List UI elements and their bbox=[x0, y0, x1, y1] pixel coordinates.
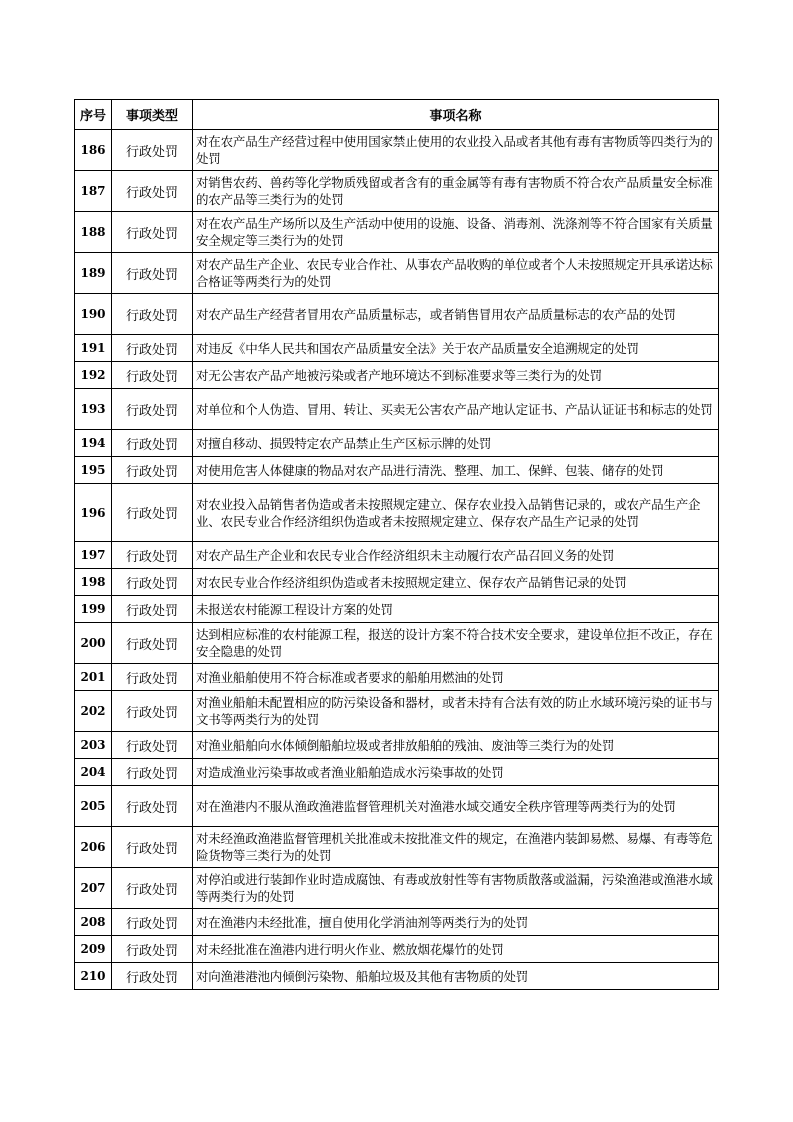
table-row bbox=[75, 389, 719, 430]
row-name: 对销售农药、兽药等化学物质残留或者含有的重金属等有毒有害物质不符合农产品质量安全标准的农产品等三类行为的处罚 bbox=[193, 171, 719, 212]
row-name: 对在农产品生产场所以及生产活动中使用的设施、设备、消毒剂、洗涤剂等不符合国家有关质量安全规定等三类行为的处罚 bbox=[193, 212, 719, 253]
table-row bbox=[75, 430, 719, 457]
row-type: 行政处罚 bbox=[112, 786, 193, 827]
row-name: 对农产品生产企业和农民专业合作经济组织未主动履行农产品召回义务的处罚 bbox=[193, 542, 719, 569]
table-row bbox=[75, 171, 719, 212]
row-no: 200 bbox=[75, 623, 112, 664]
row-type: 行政处罚 bbox=[112, 909, 193, 936]
table-row bbox=[75, 294, 719, 335]
row-name: 对渔业船舶未配置相应的防污染设备和器材，或者未持有合法有效的防止水域环境污染的证书与文书等两类行为的处罚 bbox=[193, 691, 719, 732]
row-name: 对单位和个人伪造、冒用、转让、买卖无公害农产品产地认定证书、产品认证证书和标志的处罚 bbox=[193, 389, 719, 430]
row-type: 行政处罚 bbox=[112, 868, 193, 909]
table-row bbox=[75, 596, 719, 623]
row-type: 行政处罚 bbox=[112, 335, 193, 362]
table-row bbox=[75, 909, 719, 936]
row-type: 行政处罚 bbox=[112, 759, 193, 786]
row-name: 对渔业船舶使用不符合标准或者要求的船舶用燃油的处罚 bbox=[193, 664, 719, 691]
row-no: 194 bbox=[75, 430, 112, 457]
row-no: 195 bbox=[75, 457, 112, 484]
row-name: 对停泊或进行装卸作业时造成腐蚀、有毒或放射性等有害物质散落或溢漏，污染渔港或渔港水域等两类行为的处罚 bbox=[193, 868, 719, 909]
row-type: 行政处罚 bbox=[112, 664, 193, 691]
row-name: 对农民专业合作经济组织伪造或者未按照规定建立、保存农产品销售记录的处罚 bbox=[193, 569, 719, 596]
table-row bbox=[75, 868, 719, 909]
row-type: 行政处罚 bbox=[112, 732, 193, 759]
row-type: 行政处罚 bbox=[112, 457, 193, 484]
row-name: 对造成渔业污染事故或者渔业船舶造成水污染事故的处罚 bbox=[193, 759, 719, 786]
table-body bbox=[75, 130, 719, 990]
row-name: 对渔业船舶向水体倾倒船舶垃圾或者排放船舶的残油、废油等三类行为的处罚 bbox=[193, 732, 719, 759]
row-type: 行政处罚 bbox=[112, 294, 193, 335]
row-no: 202 bbox=[75, 691, 112, 732]
row-type: 行政处罚 bbox=[112, 212, 193, 253]
row-no: 207 bbox=[75, 868, 112, 909]
table-row bbox=[75, 542, 719, 569]
row-no: 208 bbox=[75, 909, 112, 936]
row-type: 行政处罚 bbox=[112, 130, 193, 171]
row-name: 对无公害农产品产地被污染或者产地环境达不到标准要求等三类行为的处罚 bbox=[193, 362, 719, 389]
table-row bbox=[75, 130, 719, 171]
header-no: 序号 bbox=[75, 100, 112, 130]
row-no: 206 bbox=[75, 827, 112, 868]
table-row bbox=[75, 253, 719, 294]
row-no: 186 bbox=[75, 130, 112, 171]
row-no: 210 bbox=[75, 963, 112, 990]
row-type: 行政处罚 bbox=[112, 542, 193, 569]
row-type: 行政处罚 bbox=[112, 389, 193, 430]
row-name: 对使用危害人体健康的物品对农产品进行清洗、整理、加工、保鲜、包装、储存的处罚 bbox=[193, 457, 719, 484]
table-row bbox=[75, 212, 719, 253]
row-type: 行政处罚 bbox=[112, 569, 193, 596]
row-name: 达到相应标准的农村能源工程，报送的设计方案不符合技术安全要求，建设单位拒不改正，存在安全隐患的处罚 bbox=[193, 623, 719, 664]
row-type: 行政处罚 bbox=[112, 963, 193, 990]
row-no: 201 bbox=[75, 664, 112, 691]
row-no: 187 bbox=[75, 171, 112, 212]
row-no: 191 bbox=[75, 335, 112, 362]
row-name: 对在渔港内未经批准，擅自使用化学消油剂等两类行为的处罚 bbox=[193, 909, 719, 936]
row-type: 行政处罚 bbox=[112, 936, 193, 963]
row-type: 行政处罚 bbox=[112, 691, 193, 732]
row-name: 对未经渔政渔港监督管理机关批准或未按批准文件的规定，在渔港内装卸易燃、易爆、有毒等危险货物等三类行为的处罚 bbox=[193, 827, 719, 868]
row-no: 192 bbox=[75, 362, 112, 389]
row-name: 对擅自移动、损毁特定农产品禁止生产区标示牌的处罚 bbox=[193, 430, 719, 457]
row-no: 189 bbox=[75, 253, 112, 294]
table-row bbox=[75, 963, 719, 990]
row-no: 205 bbox=[75, 786, 112, 827]
table-row bbox=[75, 691, 719, 732]
row-no: 188 bbox=[75, 212, 112, 253]
table-row bbox=[75, 457, 719, 484]
table-row bbox=[75, 623, 719, 664]
row-name: 对向渔港港池内倾倒污染物、船舶垃圾及其他有害物质的处罚 bbox=[193, 963, 719, 990]
table-row bbox=[75, 786, 719, 827]
row-name: 对农产品生产经营者冒用农产品质量标志，或者销售冒用农产品质量标志的农产品的处罚 bbox=[193, 294, 719, 335]
row-name: 对在渔港内不服从渔政渔港监督管理机关对渔港水域交通安全秩序管理等两类行为的处罚 bbox=[193, 786, 719, 827]
row-no: 199 bbox=[75, 596, 112, 623]
row-name: 对在农产品生产经营过程中使用国家禁止使用的农业投入品或者其他有毒有害物质等四类行为的处罚 bbox=[193, 130, 719, 171]
table-row bbox=[75, 759, 719, 786]
row-name: 对未经批准在渔港内进行明火作业、燃放烟花爆竹的处罚 bbox=[193, 936, 719, 963]
row-name: 对违反《中华人民共和国农产品质量安全法》关于农产品质量安全追溯规定的处罚 bbox=[193, 335, 719, 362]
row-no: 198 bbox=[75, 569, 112, 596]
row-name: 未报送农村能源工程设计方案的处罚 bbox=[193, 596, 719, 623]
row-no: 209 bbox=[75, 936, 112, 963]
row-no: 197 bbox=[75, 542, 112, 569]
row-no: 203 bbox=[75, 732, 112, 759]
row-no: 196 bbox=[75, 484, 112, 542]
row-no: 190 bbox=[75, 294, 112, 335]
row-type: 行政处罚 bbox=[112, 253, 193, 294]
row-type: 行政处罚 bbox=[112, 484, 193, 542]
table-row bbox=[75, 732, 719, 759]
row-type: 行政处罚 bbox=[112, 171, 193, 212]
table-header-row bbox=[75, 100, 719, 130]
table-row bbox=[75, 362, 719, 389]
matters-table bbox=[74, 99, 719, 990]
table-row bbox=[75, 335, 719, 362]
table-row bbox=[75, 936, 719, 963]
row-name: 对农业投入品销售者伪造或者未按照规定建立、保存农业投入品销售记录的，或农产品生产企业、农民专业合作经济组织伪造或者未按照规定建立、保存农产品生产记录的处罚 bbox=[193, 484, 719, 542]
table-row bbox=[75, 827, 719, 868]
table-row bbox=[75, 569, 719, 596]
row-type: 行政处罚 bbox=[112, 362, 193, 389]
table-row bbox=[75, 664, 719, 691]
header-type: 事项类型 bbox=[112, 100, 193, 130]
row-type: 行政处罚 bbox=[112, 623, 193, 664]
row-type: 行政处罚 bbox=[112, 596, 193, 623]
header-name: 事项名称 bbox=[193, 100, 719, 130]
row-type: 行政处罚 bbox=[112, 827, 193, 868]
row-no: 193 bbox=[75, 389, 112, 430]
row-name: 对农产品生产企业、农民专业合作社、从事农产品收购的单位或者个人未按照规定开具承诺达标合格证等两类行为的处罚 bbox=[193, 253, 719, 294]
row-type: 行政处罚 bbox=[112, 430, 193, 457]
table-row bbox=[75, 484, 719, 542]
row-no: 204 bbox=[75, 759, 112, 786]
